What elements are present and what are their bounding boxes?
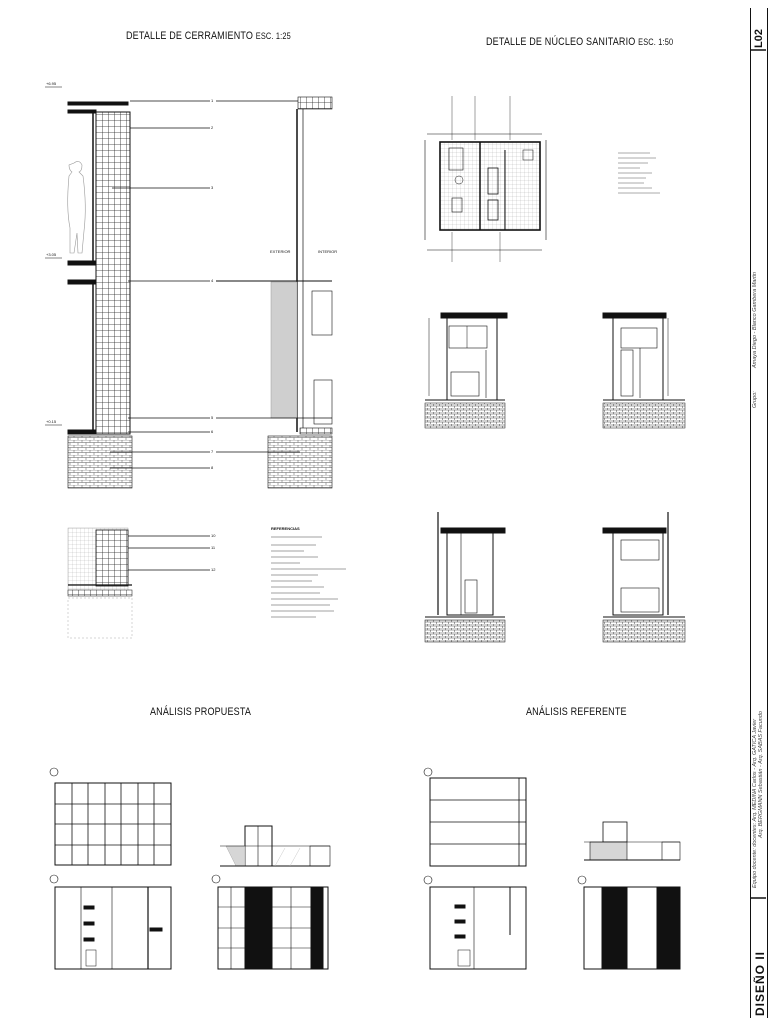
cerramiento-detail (45, 87, 346, 638)
title-cerramiento-text: DETALLE DE CERRAMIENTO (126, 30, 254, 42)
callout-6: 6 (211, 429, 214, 434)
level-top: +6.95 (46, 81, 57, 86)
grupo-names: Amaya Diego - Blanco Gambera Martin (752, 272, 758, 368)
sheet-id: L02 (753, 29, 765, 48)
grupo-label: Grupo: (752, 391, 758, 408)
equipo-docente: Equipo docente: docentes: Arq. MEDINA Carlos - Arq. GATICA Javier (752, 718, 758, 888)
callout-4: 4 (211, 278, 214, 283)
nucleo-elevation-b (603, 313, 685, 428)
propuesta-facade-grid (50, 768, 171, 865)
referente-structure (578, 876, 680, 969)
title-cerramiento-scale: ESC. 1:25 (255, 31, 291, 41)
callout-12: 12 (211, 567, 216, 572)
callout-8: 8 (211, 465, 214, 470)
propuesta-section (220, 826, 330, 866)
course-name: DISEÑO II (753, 950, 767, 1016)
nucleo-elevation-c (425, 512, 505, 642)
propuesta-structure (212, 875, 328, 969)
referencias-title: REFERENCIAS (271, 526, 300, 531)
callout-7: 7 (211, 449, 214, 454)
level-bottom: +0.15 (46, 419, 57, 424)
title-propuesta: ANÁLISIS PROPUESTA (150, 706, 252, 718)
nucleo-plan (425, 96, 660, 262)
title-nucleo-scale: ESC. 1:50 (638, 37, 674, 47)
callout-10: 10 (211, 533, 216, 538)
level-mid: +3.05 (46, 252, 57, 257)
callout-3: 3 (211, 185, 214, 190)
label-exterior: EXTERIOR (270, 249, 291, 254)
title-nucleo-text: DETALLE DE NÚCLEO SANITARIO (486, 36, 636, 48)
label-interior: INTERIOR (318, 249, 338, 254)
nucleo-elevation-d (603, 512, 685, 642)
referente-section (584, 822, 680, 860)
referente-facade-grid (424, 768, 526, 866)
callout-11: 11 (211, 545, 216, 550)
referente-plan (424, 876, 526, 969)
propuesta-plan (50, 875, 171, 969)
callout-1: 1 (211, 98, 214, 103)
nucleo-elevation-a (425, 313, 507, 428)
equipo-docente-2: Arq. BERGMANN Sebastián - Arq. SABAS Facundo (758, 711, 764, 838)
callout-2: 2 (211, 125, 214, 130)
title-block (750, 8, 768, 1018)
title-referente: ANÁLISIS REFERENTE (526, 706, 627, 718)
callout-5: 5 (211, 415, 214, 420)
